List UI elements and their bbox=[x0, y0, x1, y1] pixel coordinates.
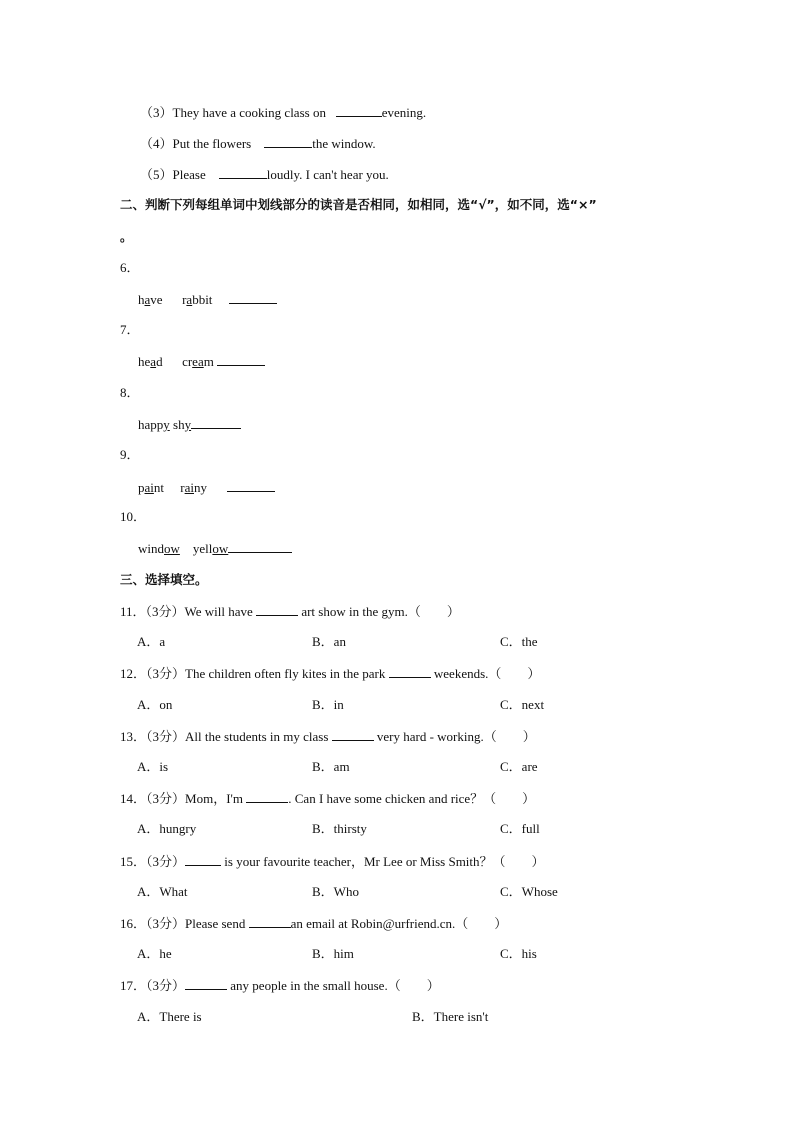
option-c[interactable]: C．are bbox=[500, 759, 538, 774]
options-17 bbox=[0, 1009, 794, 1025]
fill-item-4 bbox=[140, 135, 376, 152]
options-11 bbox=[0, 634, 794, 650]
answer-blank[interactable] bbox=[264, 135, 312, 148]
fill-item-5 bbox=[140, 166, 389, 183]
question-13 bbox=[120, 728, 536, 745]
question-12 bbox=[120, 665, 540, 682]
question-number: 13． bbox=[120, 729, 147, 744]
word-2: shy bbox=[173, 417, 192, 432]
question-11 bbox=[120, 603, 460, 620]
option-a[interactable]: A．There is bbox=[137, 1009, 202, 1024]
word-1: head bbox=[138, 354, 163, 369]
question-text-before: Please send bbox=[185, 916, 246, 931]
question-text-after: weekends.（ ） bbox=[433, 666, 541, 681]
answer-blank[interactable] bbox=[332, 728, 374, 741]
option-c[interactable]: C．the bbox=[500, 634, 538, 649]
item-number: （3） bbox=[140, 105, 173, 120]
answer-blank[interactable] bbox=[185, 977, 227, 990]
item-text-after: the window. bbox=[312, 136, 376, 151]
answer-blank[interactable] bbox=[249, 915, 291, 928]
question-score: （3分） bbox=[146, 916, 186, 931]
answer-blank[interactable] bbox=[389, 665, 431, 678]
question-number: 15． bbox=[120, 854, 147, 869]
phonics-number: 6． bbox=[120, 260, 140, 275]
option-b[interactable]: B．Who bbox=[312, 884, 359, 899]
question-number: 12． bbox=[120, 666, 147, 681]
phonics-item-8 bbox=[138, 416, 241, 433]
question-text-before: The children often fly kites in the park bbox=[185, 666, 386, 681]
question-score: （3分） bbox=[146, 791, 186, 806]
word-1: have bbox=[138, 292, 163, 307]
question-14 bbox=[120, 790, 535, 807]
phonics-number: 8． bbox=[120, 385, 140, 400]
question-text-after: any people in the small house.（ ） bbox=[230, 978, 440, 993]
answer-blank[interactable] bbox=[217, 353, 265, 366]
option-a[interactable]: A．is bbox=[137, 759, 169, 774]
answer-blank[interactable] bbox=[229, 291, 277, 304]
question-text-after: very hard - working.（ ） bbox=[376, 729, 536, 744]
option-b[interactable]: B．thirsty bbox=[312, 821, 367, 836]
answer-blank[interactable] bbox=[185, 853, 221, 866]
option-c[interactable]: C．full bbox=[500, 821, 540, 836]
question-text-after: . Can I have some chicken and rice？（ ） bbox=[288, 791, 536, 806]
answer-blank[interactable] bbox=[256, 603, 298, 616]
item-text-before: Put the flowers bbox=[172, 136, 252, 151]
section-2-heading: 二、判断下列每组单词中划线部分的读音是否相同，如相同，选“√”，如不同，选“×” bbox=[120, 197, 597, 212]
word-1: happy bbox=[138, 417, 170, 432]
item-text-after: evening. bbox=[381, 105, 427, 120]
option-a[interactable]: A．on bbox=[137, 697, 173, 712]
word-2: yellow bbox=[192, 541, 229, 556]
question-text-before: We will have bbox=[184, 604, 253, 619]
question-number: 16． bbox=[120, 916, 147, 931]
options-16 bbox=[0, 946, 794, 962]
word-2: cream bbox=[182, 354, 214, 369]
option-b[interactable]: B．am bbox=[312, 759, 350, 774]
option-b[interactable]: B．There isn't bbox=[412, 1009, 489, 1024]
option-b[interactable]: B．an bbox=[312, 634, 346, 649]
question-text-after: art show in the gym.（ ） bbox=[301, 604, 460, 619]
answer-blank[interactable] bbox=[219, 166, 267, 179]
question-text-after: an email at Robin@urfriend.cn.（ ） bbox=[290, 916, 508, 931]
answer-blank[interactable] bbox=[228, 540, 292, 553]
question-15 bbox=[120, 853, 545, 870]
option-a[interactable]: A．hungry bbox=[137, 821, 197, 836]
answer-blank[interactable] bbox=[246, 790, 288, 803]
item-text-before: They have a cooking class on bbox=[172, 105, 326, 120]
option-a[interactable]: A．a bbox=[137, 634, 166, 649]
item-text-after: loudly. I can't hear you. bbox=[266, 167, 389, 182]
item-number: （4） bbox=[140, 136, 173, 151]
question-number: 11． bbox=[120, 604, 146, 619]
section-3-heading: 三、选择填空。 bbox=[120, 572, 208, 587]
answer-blank[interactable] bbox=[191, 416, 241, 429]
option-c[interactable]: C．Whose bbox=[500, 884, 558, 899]
section-2-heading-tail: 。 bbox=[120, 229, 133, 244]
question-text-after: is your favourite teacher，Mr Lee or Miss Smith？（ ） bbox=[224, 854, 545, 869]
phonics-item-6 bbox=[138, 291, 277, 308]
question-score: （3分） bbox=[146, 666, 186, 681]
question-text-before: All the students in my class bbox=[185, 729, 329, 744]
option-a[interactable]: A．What bbox=[137, 884, 188, 899]
option-b[interactable]: B．him bbox=[312, 946, 354, 961]
answer-blank[interactable] bbox=[227, 479, 275, 492]
item-number: （5） bbox=[140, 167, 173, 182]
options-12 bbox=[0, 697, 794, 713]
option-c[interactable]: C．next bbox=[500, 697, 545, 712]
phonics-item-7 bbox=[138, 353, 265, 370]
word-2: rainy bbox=[180, 480, 207, 495]
word-2: rabbit bbox=[182, 292, 213, 307]
question-text-before: Mom，I'm bbox=[185, 791, 243, 806]
option-c[interactable]: C．his bbox=[500, 946, 537, 961]
item-text-before: Please bbox=[172, 167, 206, 182]
answer-blank[interactable] bbox=[336, 104, 382, 117]
phonics-item-9 bbox=[138, 479, 275, 496]
options-13 bbox=[0, 759, 794, 775]
phonics-number: 7． bbox=[120, 322, 140, 337]
option-b[interactable]: B．in bbox=[312, 697, 344, 712]
options-15 bbox=[0, 884, 794, 900]
phonics-item-10 bbox=[138, 540, 292, 557]
word-1: paint bbox=[138, 480, 165, 495]
question-score: （3分） bbox=[145, 604, 185, 619]
options-14 bbox=[0, 821, 794, 837]
phonics-number: 9． bbox=[120, 447, 140, 462]
fill-item-3 bbox=[140, 104, 426, 121]
option-a[interactable]: A．he bbox=[137, 946, 172, 961]
question-score: （3分） bbox=[146, 729, 186, 744]
question-number: 14． bbox=[120, 791, 147, 806]
question-number: 17． bbox=[120, 978, 147, 993]
question-score: （3分） bbox=[146, 854, 186, 869]
question-score: （3分） bbox=[146, 978, 186, 993]
phonics-number: 10． bbox=[120, 509, 147, 524]
word-1: window bbox=[138, 541, 180, 556]
question-16 bbox=[120, 915, 507, 932]
question-17 bbox=[120, 977, 440, 994]
